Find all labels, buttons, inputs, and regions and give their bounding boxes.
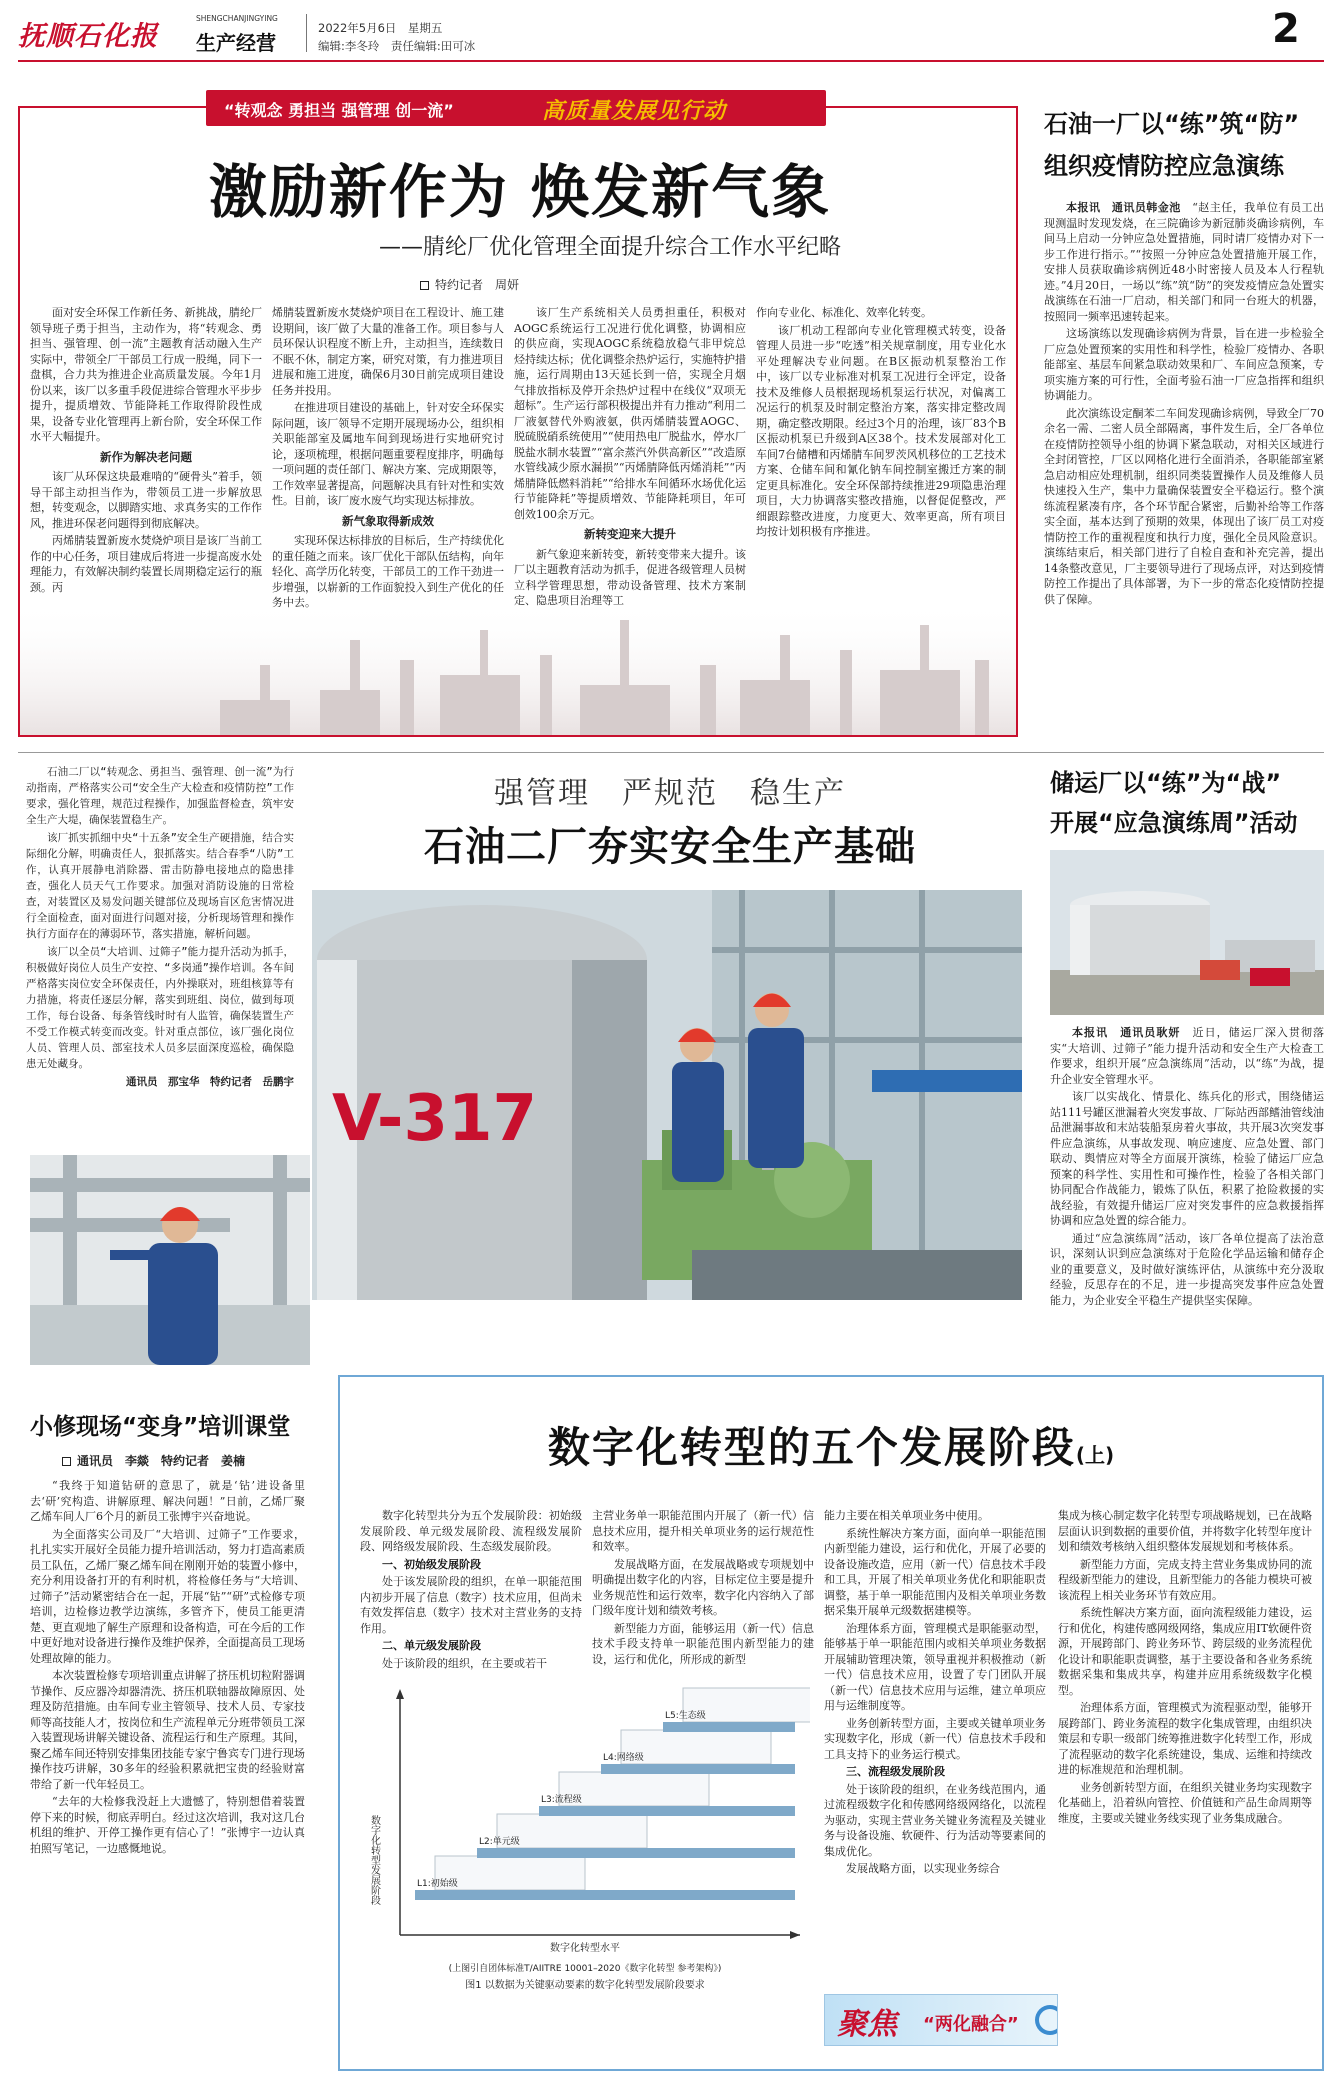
digital-subheading: 三、流程级发展阶段 [846, 1765, 945, 1778]
left2-p2: 该厂抓实抓细中央“十五条”安全生产硬措施，结合实际细化分解，明确责任人，狠抓落实。结合春季“八防”工作，认真开展静电消除器、雷击防静电接地点的隐患排查，强化人员天气工作要求。加强对消防设施的日常检查，对装置区及易发问题关键部位及现场盲区危害情况进行全面检查，面对面进行问题对接，分析现场管理和操作执行方面存在的薄弱环节，落实措施，解析问题。 [26, 832, 294, 940]
lead-subtitle: ——腈纶厂优化管理全面提升综合工作水平纪略 [378, 235, 841, 260]
digital-subheading: 二、单元级发展阶段 [382, 1639, 481, 1652]
right1-byline: 本报讯 通讯员韩金池 [1066, 201, 1181, 214]
digital-paragraph: 处于该阶段的组织，在主要或若干 [382, 1656, 547, 1670]
left2-article-body [26, 764, 294, 1154]
digital-paragraph: 治理体系方面，管理模式为流程驱动型，能够开展跨部门、跨业务流程的数字化集成管理，由组织决策层和专职一级部门统筹推进数字化转型工作，形成了流程驱动的数字化系统建设，集成、运维和持续改进的标准规范和治理机制。 [1058, 1701, 1312, 1776]
right1-title-line2: 组织疫情防控应急演练 [1044, 152, 1284, 180]
digital-title-text: 数字化转型的五个发展阶段 [547, 1423, 1076, 1472]
banner-slogan-script: 高质量发展见行动 [542, 98, 727, 124]
right2-p3: 通过“应急演练周”活动，该厂各单位提高了法治意识，深刻认识到应急演练对于危险化学品运输和储存企业的重要意义，及时做好演练评估，从演练中充分汲取经验，反思存在的不足，进一步提高突发事件应急处置能力，为企业安全平稳生产提供坚实保障。 [1050, 1231, 1324, 1307]
editors-line: 编辑:李冬玲 责任编辑:田可冰 [318, 39, 476, 53]
digital-column-4 [1058, 1508, 1312, 2018]
masthead-rule [18, 60, 1324, 62]
staircase-diagram [360, 1685, 810, 1955]
left3-p4: “去年的大检修我没赶上大遗憾了，特别想借着装置停下来的时候，彻底弄明白。经过这次培训，我对这几台机组的维护、开停工操作更有信心了！”张博宇一边认真拍照写笔记，一边感慨地说。 [30, 1795, 305, 1855]
digital-column-3 [824, 1508, 1046, 1978]
storage-tank-photo [1050, 850, 1324, 1015]
digital-title [338, 1415, 1324, 1475]
left3-article-body [30, 1478, 305, 2068]
left3-title: 小修现场“变身”培训课堂 [30, 1414, 291, 1440]
lead-paragraph: 面对安全环保工作新任务、新挑战，腈纶厂领导班子勇于担当，主动作为，将“转观念、勇担当、强管理、创一流”主题教育活动融入生产实际中，带领全厂干部员工行成一股绳，同下一盘棋，合力共为推进企业高质量发展。今年1月份以来，该厂以多重手段促进综合管理水平步步提升，提质增效、节能降耗工作取得阶段性成果，设备专业化管理再上新台阶，安全环保工作水平大幅提升。 [30, 306, 262, 443]
digital-column-2 [592, 1508, 814, 1683]
lead-column-4 [756, 305, 1006, 615]
masthead-divider [306, 14, 307, 52]
issue-date: 2022年5月6日 星期五 [318, 21, 443, 35]
digital-paragraph: 治理体系方面，管理模式是职能驱动型，能够基于单一职能范围内或相关单项业务数据开展辅助管理决策，领导重视并积极推动（新一代）信息技术应用，设置了专门团队开展（新一代）信息技术应用与运维，建立单项应用与运维制度等。 [824, 1621, 1046, 1712]
digital-stages-figure [360, 1685, 810, 1991]
right2-byline: 本报讯 通讯员耿妍 [1072, 1026, 1181, 1039]
figure-caption: 图1 以数据为关键驱动要素的数字化转型发展阶段要求 [465, 1980, 705, 1991]
workers-at-vessel-illustration [312, 890, 1022, 1300]
left2-p3: 该厂以全员“大培训、过筛子”能力提升活动为抓手，积极做好岗位人员生产安控、“多岗通”操作培训。各车间严格落实岗位安全环保责任，内外操联对，班组核算等有力措施，将责任逐层分解，落实到班组、岗位，做到每项工作，每台设备、每条管线时时有人监管，确保装置生产不受工作模式转变而改变。针对重点部位，该厂强化岗位人员、管理人员、部室技术人员多层面深度巡检，确保隐患无处藏身。 [26, 946, 294, 1070]
lead-paragraph: 实现环保达标排放的目标后，生产持续优化的重任随之而来。该厂优化干部队伍结构，向年轻化、高学历化转变，干部员工的工作干劲进一步增强，以崭新的工作面貌投入到生产优化的任 [272, 534, 504, 594]
lead-column-1 [30, 305, 262, 615]
lead-subheading: 新转变迎来大提升 [584, 527, 676, 541]
lead-byline [420, 276, 519, 293]
left3-byline-text: 通讯员 李燚 特约记者 姜楠 [77, 1454, 246, 1468]
left3-p3: 本次装置检修专项培训重点讲解了挤压机切粒附器调节操作、反应器冷却器清洗、挤压机联轴器故障原因、处理及防范措施。由车间专业主管领导、技术人员、专家技师等高技能人才，按岗位和生产流程单元分班带领员工深入装置现场讲解关键设备、流程运行和生产原理。其间，聚乙烯车间还特别安排集团技能专家宁鲁宾专门进行现场操作技巧讲解，30多年的经验积累就把宝贵的经验财富带给了新一代年轻员工。 [30, 1669, 305, 1791]
lead-title: 激励新作为 焕发新气象 [208, 158, 832, 226]
right2-p2: 该厂以实战化、情景化、练兵化的形式，围绕储运站111号罐区泄漏着火突发事故、厂际站西部鳍油管线油品泄漏事故和末站装船泵房着火事故，共开展3次突发事件应急演练，从事故发现、响应速度、应急处置、部门联动、舆情应对等全方面展开演练，检验了储运厂应急预案的科学性、实用性和可操作性，检验了各相关部门协同配合作战能力，锻炼了队伍，积累了抢险救援的实战经验，有效提升储运厂应对突发事件的应急救援指挥协调和应急处置的综合能力。 [1050, 1090, 1324, 1227]
digital-paragraph: 数字化转型共分为五个发展阶段：初始级发展阶段、单元级发展阶段、流程级发展阶段、网络级发展阶段、生态级发展阶段。 [360, 1509, 582, 1553]
stage-label: L3:流程级 [541, 1795, 582, 1805]
right1-title-line1: 石油一厂以“练”筑“防” [1044, 110, 1300, 138]
section-name: 生产经营 [196, 31, 276, 55]
masthead [0, 0, 1340, 60]
banner-focus-script: 聚焦 [837, 2007, 897, 2042]
campaign-banner [206, 90, 826, 126]
right2-title-line1: 储运厂以“练”为“战” [1050, 769, 1282, 797]
two-integration-banner [824, 1994, 1058, 2046]
figure-x-axis-label: 数字化转型水平 [550, 1943, 620, 1954]
stage-step [663, 1722, 795, 1732]
digital-paragraph: 业务创新转型方面，主要或关键单项业务实现数字化，形成（新一代）信息技术手段和工具支持下的业务运行模式。 [824, 1716, 1046, 1761]
digital-paragraph: 发展战略方面，在发展战略或专项规划中明确提出数字化的内容，目标定位主要是提升业务规范性和运行效率，数字化内容纳入了部门级年度计划和绩效考核。 [592, 1557, 814, 1617]
lead-byline-text: 特约记者 周妍 [435, 278, 520, 292]
stage-step [415, 1890, 795, 1900]
mid-kicker: 强管理 严规范 稳生产 [494, 776, 846, 811]
digital-subheading: 一、初始级发展阶段 [382, 1557, 481, 1571]
lead-paragraph: 丙烯腈装置新废水焚烧炉项目是该厂当前工作的中心任务，项目建成后将进一步提高废水处理能力，有效解决制约装置长周期稳定运行的瓶颈。丙 [30, 534, 262, 594]
right1-article-body [1044, 200, 1324, 730]
right1-p3: 此次演练设定酮苯二车间发现确诊病例，导致全厂70余名一需、二密人员全部隔离，事件发生后，全厂各单位在疫情防控领导小组的协调下紧急联动，对相关区域进行全封闭管控，厂区以网格化进行全面消杀，各职能部室紧急启动相应处理机制，组织同类装置操作人员及维修人员快速投入生产，集中力量确保装置安全平稳运行。整个演练流程紧凑有序，各个环节配合紧密，后勤补给等工作落实全面，基本达到了预期的效果，体现出了该厂员工对疫情防控工作的重视程度和执行力度，强化全员风险意识。演练结束后，相关部门进行了自检自查和补充完善，提出14条整改意见，厂主要领导进行了现场点评，对达到疫情防控工作提出了具体部署，为下一步的常态化疫情防控提供了保障。 [1044, 406, 1324, 606]
lead-paragraph: 烯腈装置新废水焚烧炉项目在工程设计、施工建设期间，该厂做了大量的准备工作。项目参与人员环保认识程度不断上升，主动担当，连续数日不眠不休，制定方案，研究对策，有力推进项目进展和施工进度，确保6月30日前完成项目建设任务并投用。 [272, 306, 504, 397]
right1-p1: “赵主任，我单位有员工出现测温时发现发烧，在三院确诊为新冠肺炎确诊病例，车间马上启动一分钟应急处置措施，同时请厂疫情办对下一步工作进行指示。”“按照一分钟应急处置措施开展工作，安排人员获取确诊病例近48小时密接人员及本人行程轨迹。”4月20日，一场以“练”筑“防”的突发疫情应急处置实战演练在石油一厂启动，相关部门和同一台班大的机器，按照同一频率迅速转起来。 [1044, 201, 1324, 323]
digital-paragraph: 处于该阶段的组织，在业务线范围内，通过流程级数字化和传感网络级网络化，以流程为驱动，实现主营业务关键业务流程及关键业务与设备设施、软硬件、行为活动等要素间的集成优化。 [824, 1782, 1046, 1858]
lead-paragraph: 新气象迎来新转变，新转变带来大提升。该厂以主题教育活动为抓手，促进各级管理人员树立科学管理思想，带动设备管理、技术方案制 [514, 547, 746, 592]
byline-square-icon [420, 281, 429, 290]
figure-source-caption: (上图引自团体标准T/AIITRE 10001–2020《数字化转型 参考架构》) [448, 1964, 722, 1974]
lead-paragraph: 该厂机动工程部向专业化管理模式转变，设备管理人员进一步“吃透”相关规章制度，用专业化水平处理解决专业问题。在B区振动机泵整治工作中，该厂以专业标准对机泵工况进行全评定，设备技术及维修人员根据现场机泵运行状况，对偏离工况运行的机泵及时制定整治方案，落实排定整改周期，确定整改期限。经过3个月的治理，该厂83个B区振动机泵已升级到A区38个。技术发展部对化工车间7台储槽和丙烯腈车间罗茨风机移位的工艺技术方案、仓储车间和氰化钠车间控制室搬迁方案的制定更具标准化。安全环保部持续推进29项隐患治理项目，大力协调落实整改措施，以督促促整改，严细跟踪整改进度，力度更大、效率更高，所有项目均按计划积极有序推进。 [756, 323, 1006, 538]
digital-column-1 [360, 1508, 582, 1683]
figure-steps [415, 1688, 810, 1900]
left2-signature: 通讯员 那宝华 特约记者 岳鹏宇 [126, 1076, 294, 1088]
stage-label: L2:单元级 [479, 1837, 520, 1847]
left3-byline [62, 1452, 245, 1469]
storage-tank-illustration [1050, 850, 1324, 1015]
lead-paragraph: 该厂生产系统相关人员勇担重任，积极对AOGC系统运行工况进行优化调整，协调相应的供应商，实现AOGC系统稳放稳气非甲烷总烃持续达标；优化调整余热炉运行，实施特护措施，运行周期由13天延长到一倍，实现全月烟气排放指标及停开余热炉过程中在线仪“双项无超标”。生产运行部积极提出并有力推动“利用二厂液氨替代外购液氨，供丙烯腈装置AOGC、脱硫脱硝系统使用”“使用热电厂脱盐水，停水厂脱盐水制水装置”“富余蒸汽外供高新区”“改造原水管线减少原水漏损”“丙烯腈降低丙烯消耗”“丙烯腈降低燃料消耗”“给排水车间循环水场优化运行节能降耗”等提质增效、节能降耗项目，年可创效100余万元。 [514, 306, 746, 521]
right1-p2: 这场演练以发现确诊病例为背景，旨在进一步检验全厂应急处置预案的实用性和科学性，检验厂疫情办、各职能部室、基层车间紧急联动效果和厂、车间应急预案，专项实施方案的可行性，全面考验石油一厂应急指挥和组织协调能力。 [1044, 327, 1324, 402]
left3-p1: “我终于知道钻研的意思了，就是‘钻’进设备里去‘研’究构造、讲解原理、解决问题！”日前，乙烯厂聚乙烯车间人厂6个月的新员工张博宇兴奋地说。 [30, 1479, 305, 1523]
right2-p1: 近日，储运厂深入贯彻落实“大培训、过筛子”能力提升活动和安全生产大检查工作要求，组织开展“应急演练周”活动，以“练”为战，提升企业安全管理水平。 [1050, 1026, 1324, 1086]
stage-step [477, 1848, 795, 1858]
banner-swirl-icon [1035, 2005, 1058, 2035]
mid-title: 石油二厂夯实安全生产基础 [424, 823, 916, 870]
figure-y-axis-label: 数字化转型发展阶段 [368, 1815, 380, 1905]
digital-paragraph: 系统性解决方案方面，面向单一职能范围内新型能力建设，运行和优化，开展了必要的设备设施改造，应用（新一代）信息技术手段和工具，开展了相关单项业务优化和职能职责调整，基于单一职能范围内及相关单项业务数据采集开展单元级数据建模等。 [824, 1526, 1046, 1617]
lead-paragraph: 作向专业化、标准化、效率化转变。 [756, 306, 932, 319]
right2-title-line2: 开展“应急演练周”活动 [1050, 809, 1298, 837]
digital-paragraph: 新型能力方面，完成支持主营业务集成协同的流程级新型能力的建设，且新型能力的各能力模块可被该流程上相关业务环节有效应用。 [1058, 1557, 1312, 1602]
left3-p2: 为全面落实公司及厂“大培训、过筛子”工作要求，扎扎实实开展好全员能力提升培训活动，努力打造高素质员工队伍，乙烯厂聚乙烯车间在刚刚开始的装置小修中，充分利用设备打开的有利时机，将检修任务与“大培训、过筛子”活动紧密结合在一起，开展“钻”“研”式检修专项培训，边检修边教学边演练，多管齐下，使员工能更清楚、更直观地了解生产原理和设备构造，可在今后的工作中更好地对设备进行操作及维护保养，全面提高员工现场处理故障的能力。 [30, 1527, 305, 1665]
left2-p1: 石油二厂以“转观念、勇担当、强管理、创一流”为行动指南，严格落实公司“安全生产大检查和疫情防控”工作要求，强化管理，规范过程操作，加强监督检查，筑牢安全生产大堤，确保装置稳生产。 [26, 766, 294, 826]
digital-paragraph: 处于该发展阶段的组织，在单一职能范围内初步开展了信息（数字）技术应用，但尚未有效发挥信息（数字）技术对主营业务的支持作用。 [360, 1575, 582, 1635]
workers-at-vessel-photo [312, 890, 1022, 1300]
lead-subheading: 新作为解决老问题 [100, 449, 192, 464]
section-rule [18, 752, 1324, 753]
stage-step [539, 1806, 795, 1816]
banner-integration-text: “两化融合” [923, 2014, 1019, 2035]
banner-slogan: “转观念 勇担当 强管理 创一流” [224, 101, 454, 120]
right1-paragraph-1 [1044, 200, 1324, 324]
digital-paragraph: 集成为核心制定数字化转型专项战略规划，已在战略层面认识到数据的重要价值，并将数字化转型年度计划和绩效考核纳入组织整体发展规划和考核体系。 [1058, 1509, 1312, 1553]
worker-inspection-illustration [30, 1155, 310, 1365]
refinery-background-image [20, 600, 1016, 735]
lead-paragraph: 在推进项目建设的基础上，针对安全环保实际问题，该厂领导不定期开展现场办公，组织相关职能部室及属地车间到现场进行实地研究讨论，逐项梳理，根据问题重要程度排序，明确每一项问题的责任部门、解决方案、完成期限等，工作效率显著提高，问题解决具有针对性和实效性。目前，该厂废水废气均实现达标排放。 [272, 401, 504, 507]
page-number: 2 [1272, 6, 1300, 52]
stage-label: L4:网络级 [603, 1753, 644, 1763]
vessel-label: V-317 [332, 1082, 538, 1156]
section-pinyin: SHENGCHANJINGYING [196, 14, 278, 23]
digital-paragraph: 发展战略方面，以实现业务综合 [846, 1862, 1000, 1875]
digital-paragraph: 新型能力方面，能够运用（新一代）信息技术手段支持单一职能范围内新型能力的建设，运行和优化，所形成的新型 [592, 1621, 814, 1666]
right2-paragraph-1 [1050, 1025, 1324, 1087]
digital-paragraph: 主营业务单一职能范围内开展了（新一代）信息技术应用，提升相关单项业务的运行规范性和效率。 [592, 1509, 814, 1553]
stage-label: L1:初始级 [417, 1879, 458, 1889]
digital-paragraph: 系统性解决方案方面，面向流程级能力建设，运行和优化，构建传感网级网络，集成应用IT软硬件资源，开展跨部门、跨业务环节、跨层级的业务流程优化设计和职能职责调整，基于主要设备和各业务系统数据采集和集成共享，构建并应用系统级数字化模型。 [1058, 1606, 1312, 1697]
stage-label: L5:生态级 [665, 1711, 706, 1721]
digital-title-suffix: (上) [1075, 1443, 1115, 1467]
digital-paragraph: 能力主要在相关单项业务中使用。 [824, 1509, 989, 1522]
lead-subheading: 新气象取得新成效 [342, 513, 434, 528]
worker-inspection-photo [30, 1155, 310, 1365]
stage-step [601, 1764, 795, 1774]
byline-square-icon [62, 1457, 71, 1466]
newspaper-logo: 抚顺石化报 [18, 21, 158, 52]
digital-paragraph: 业务创新转型方面，在组织关键业务均实现数字化基础上，沿着纵向管控、价值链和产品生命周期等维度，主要或关键业务线实现了业务集成融合。 [1058, 1780, 1312, 1825]
lead-paragraph: 该厂从环保这块最难啃的“硬骨头”着手，领导干部主动担当作为，带领员工进一步解放思想，转变观念，以脚踏实地、求真务实的工作作风，推进环保老问题得到彻底解决。 [30, 470, 262, 530]
